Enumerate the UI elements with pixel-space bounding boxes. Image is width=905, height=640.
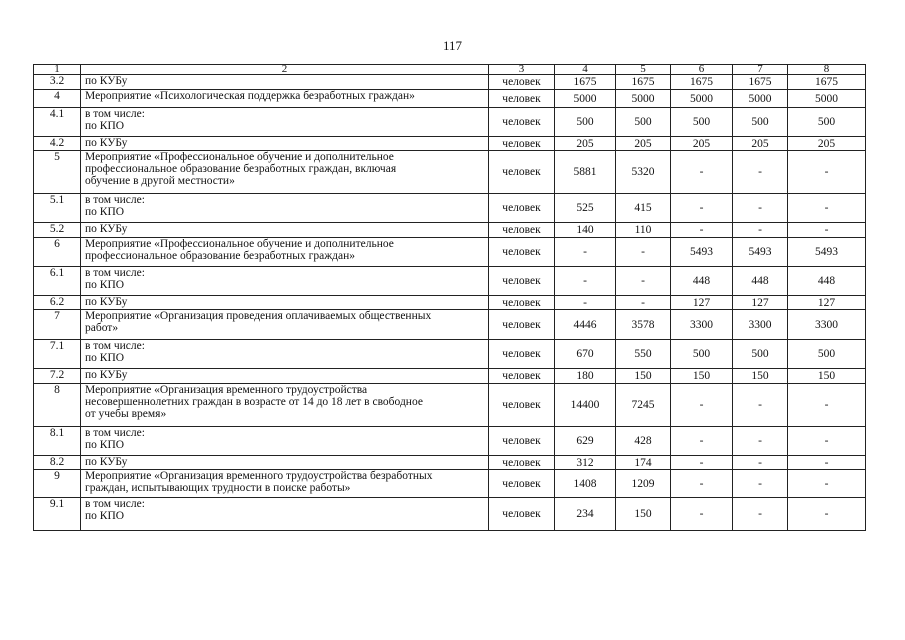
value-cell: -: [671, 470, 733, 498]
row-unit: человек: [489, 75, 555, 90]
value-cell: 150: [788, 369, 866, 384]
value-cell: 5320: [616, 151, 671, 194]
value-cell: -: [616, 267, 671, 296]
table-row: [34, 223, 866, 238]
value-cell: -: [788, 151, 866, 194]
description-line: Мероприятие «Профессиональное обучение и дополнительное: [85, 151, 394, 163]
row-number: 4.2: [34, 137, 81, 151]
row-description: [81, 296, 489, 310]
row-number: 7: [34, 310, 81, 340]
value-cell: 5000: [733, 90, 788, 108]
description-line: по КУБу: [85, 456, 128, 468]
value-cell: 5000: [671, 90, 733, 108]
value-cell: 150: [616, 498, 671, 531]
value-cell: 3578: [616, 310, 671, 340]
row-description: [81, 194, 489, 223]
row-description: [81, 137, 489, 151]
description-line: по КПО: [85, 206, 125, 218]
row-description: [81, 267, 489, 296]
row-number: 6.1: [34, 267, 81, 296]
table-row: [34, 90, 866, 108]
row-unit: человек: [489, 456, 555, 470]
table-body: [34, 65, 866, 531]
description-line: по КПО: [85, 439, 125, 451]
description-line: в том числе:: [85, 267, 145, 279]
value-cell: -: [788, 223, 866, 238]
header-cell: 5: [616, 65, 671, 75]
row-unit: человек: [489, 310, 555, 340]
description-line: в том числе:: [85, 108, 145, 120]
description-line: по КУБу: [85, 369, 128, 381]
row-unit: человек: [489, 498, 555, 531]
table-row: [34, 427, 866, 456]
value-cell: 428: [616, 427, 671, 456]
table-row: [34, 498, 866, 531]
value-cell: 150: [733, 369, 788, 384]
header-cell: 2: [81, 65, 489, 75]
row-number: 7.2: [34, 369, 81, 384]
value-cell: -: [733, 223, 788, 238]
table-row: [34, 194, 866, 223]
row-number: 8: [34, 384, 81, 427]
value-cell: -: [616, 296, 671, 310]
value-cell: -: [733, 427, 788, 456]
value-cell: 500: [733, 340, 788, 369]
value-cell: 150: [671, 369, 733, 384]
row-number: 7.1: [34, 340, 81, 369]
table-row: [34, 310, 866, 340]
row-number: 3.2: [34, 75, 81, 90]
value-cell: 110: [616, 223, 671, 238]
row-unit: человек: [489, 108, 555, 137]
row-description: [81, 108, 489, 137]
value-cell: 500: [671, 340, 733, 369]
row-number: 6: [34, 238, 81, 267]
row-number: 4.1: [34, 108, 81, 137]
row-description: [81, 498, 489, 531]
table-row: [34, 137, 866, 151]
value-cell: 5493: [733, 238, 788, 267]
table-row: [34, 75, 866, 90]
value-cell: 7245: [616, 384, 671, 427]
description-line: профессиональное образование безработных граждан, включая: [85, 163, 397, 175]
row-description: [81, 456, 489, 470]
value-cell: -: [788, 456, 866, 470]
header-cell: 3: [489, 65, 555, 75]
description-line: профессиональное образование безработных граждан»: [85, 250, 356, 262]
value-cell: 1408: [555, 470, 616, 498]
row-number: 9: [34, 470, 81, 498]
header-cell: 1: [34, 65, 81, 75]
value-cell: 205: [788, 137, 866, 151]
description-line: от учебы время»: [85, 408, 167, 420]
value-cell: 629: [555, 427, 616, 456]
value-cell: 3300: [671, 310, 733, 340]
value-cell: 500: [671, 108, 733, 137]
value-cell: 3300: [733, 310, 788, 340]
value-cell: -: [733, 151, 788, 194]
value-cell: 1209: [616, 470, 671, 498]
data-table: [33, 64, 866, 531]
value-cell: 174: [616, 456, 671, 470]
row-number: 9.1: [34, 498, 81, 531]
row-unit: человек: [489, 427, 555, 456]
header-cell: 4: [555, 65, 616, 75]
value-cell: -: [788, 498, 866, 531]
value-cell: 4446: [555, 310, 616, 340]
value-cell: 234: [555, 498, 616, 531]
value-cell: 127: [788, 296, 866, 310]
description-line: по КУБу: [85, 75, 128, 87]
row-description: [81, 90, 489, 108]
value-cell: 205: [555, 137, 616, 151]
value-cell: 1675: [555, 75, 616, 90]
value-cell: 14400: [555, 384, 616, 427]
value-cell: 5000: [555, 90, 616, 108]
description-line: по КПО: [85, 120, 125, 132]
value-cell: 5493: [788, 238, 866, 267]
description-line: Мероприятие «Профессиональное обучение и дополнительное: [85, 238, 394, 250]
row-description: [81, 75, 489, 90]
value-cell: -: [671, 194, 733, 223]
value-cell: 1675: [788, 75, 866, 90]
table-row: [34, 108, 866, 137]
row-number: 8.2: [34, 456, 81, 470]
value-cell: 5000: [788, 90, 866, 108]
value-cell: 180: [555, 369, 616, 384]
description-line: по КУБу: [85, 296, 128, 308]
value-cell: 150: [616, 369, 671, 384]
row-unit: человек: [489, 238, 555, 267]
row-unit: человек: [489, 470, 555, 498]
header-cell: 8: [788, 65, 866, 75]
value-cell: 448: [671, 267, 733, 296]
value-cell: 205: [671, 137, 733, 151]
value-cell: -: [671, 427, 733, 456]
value-cell: 500: [788, 108, 866, 137]
description-line: в том числе:: [85, 340, 145, 352]
description-line: по КПО: [85, 279, 125, 291]
value-cell: 500: [733, 108, 788, 137]
description-line: в том числе:: [85, 427, 145, 439]
row-description: [81, 427, 489, 456]
header-cell: 6: [671, 65, 733, 75]
value-cell: 500: [788, 340, 866, 369]
value-cell: 5881: [555, 151, 616, 194]
value-cell: -: [555, 296, 616, 310]
description-line: Мероприятие «Психологическая поддержка безработных граждан»: [85, 90, 415, 102]
row-description: [81, 223, 489, 238]
row-number: 5.2: [34, 223, 81, 238]
row-unit: человек: [489, 384, 555, 427]
row-description: [81, 340, 489, 369]
description-line: по КПО: [85, 510, 125, 522]
row-number: 5.1: [34, 194, 81, 223]
value-cell: -: [671, 498, 733, 531]
description-line: в том числе:: [85, 498, 145, 510]
row-unit: человек: [489, 90, 555, 108]
value-cell: 312: [555, 456, 616, 470]
row-description: [81, 310, 489, 340]
row-unit: человек: [489, 223, 555, 238]
value-cell: -: [555, 267, 616, 296]
value-cell: -: [733, 470, 788, 498]
table-row: [34, 470, 866, 498]
value-cell: 127: [671, 296, 733, 310]
value-cell: 3300: [788, 310, 866, 340]
row-unit: человек: [489, 137, 555, 151]
table-row: [34, 267, 866, 296]
table-row: [34, 151, 866, 194]
table-row: [34, 384, 866, 427]
value-cell: 415: [616, 194, 671, 223]
value-cell: 525: [555, 194, 616, 223]
value-cell: -: [733, 194, 788, 223]
description-line: по КПО: [85, 352, 125, 364]
table-row: [34, 296, 866, 310]
value-cell: 448: [788, 267, 866, 296]
value-cell: 670: [555, 340, 616, 369]
row-description: [81, 470, 489, 498]
row-description: [81, 369, 489, 384]
value-cell: 500: [616, 108, 671, 137]
value-cell: -: [555, 238, 616, 267]
value-cell: -: [788, 470, 866, 498]
description-line: несовершеннолетних граждан в возрасте от 14 до 18 лет в свободное: [85, 396, 423, 408]
value-cell: 127: [733, 296, 788, 310]
value-cell: 550: [616, 340, 671, 369]
row-unit: человек: [489, 369, 555, 384]
value-cell: -: [733, 456, 788, 470]
row-number: 5: [34, 151, 81, 194]
description-line: по КУБу: [85, 223, 128, 235]
row-unit: человек: [489, 194, 555, 223]
row-description: [81, 384, 489, 427]
description-line: работ»: [85, 322, 119, 334]
value-cell: 448: [733, 267, 788, 296]
row-unit: человек: [489, 296, 555, 310]
row-number: 8.1: [34, 427, 81, 456]
value-cell: -: [671, 151, 733, 194]
value-cell: -: [788, 427, 866, 456]
row-unit: человек: [489, 151, 555, 194]
value-cell: 500: [555, 108, 616, 137]
row-number: 6.2: [34, 296, 81, 310]
table-row: [34, 456, 866, 470]
description-line: обучение в другой местности»: [85, 175, 235, 187]
value-cell: -: [616, 238, 671, 267]
value-cell: 5493: [671, 238, 733, 267]
value-cell: 205: [733, 137, 788, 151]
value-cell: 205: [616, 137, 671, 151]
value-cell: -: [788, 384, 866, 427]
value-cell: -: [671, 384, 733, 427]
row-number: 4: [34, 90, 81, 108]
row-unit: человек: [489, 267, 555, 296]
description-line: Мероприятие «Организация временного трудоустройства: [85, 384, 368, 396]
description-line: по КУБу: [85, 137, 128, 149]
row-description: [81, 151, 489, 194]
header-cell: 7: [733, 65, 788, 75]
description-line: граждан, испытывающих трудности в поиске работы»: [85, 482, 351, 494]
description-line: Мероприятие «Организация временного трудоустройства безработных: [85, 470, 433, 482]
row-description: [81, 238, 489, 267]
value-cell: -: [671, 456, 733, 470]
value-cell: 5000: [616, 90, 671, 108]
value-cell: 1675: [671, 75, 733, 90]
value-cell: -: [788, 194, 866, 223]
value-cell: 1675: [733, 75, 788, 90]
value-cell: -: [733, 384, 788, 427]
table-header-row: [34, 65, 866, 75]
description-line: в том числе:: [85, 194, 145, 206]
table-row: [34, 369, 866, 384]
value-cell: -: [733, 498, 788, 531]
row-unit: человек: [489, 340, 555, 369]
table-row: [34, 238, 866, 267]
description-line: Мероприятие «Организация проведения оплачиваемых общественных: [85, 310, 432, 322]
table-row: [34, 340, 866, 369]
value-cell: -: [671, 223, 733, 238]
value-cell: 1675: [616, 75, 671, 90]
page-number: 117: [442, 38, 463, 53]
value-cell: 140: [555, 223, 616, 238]
